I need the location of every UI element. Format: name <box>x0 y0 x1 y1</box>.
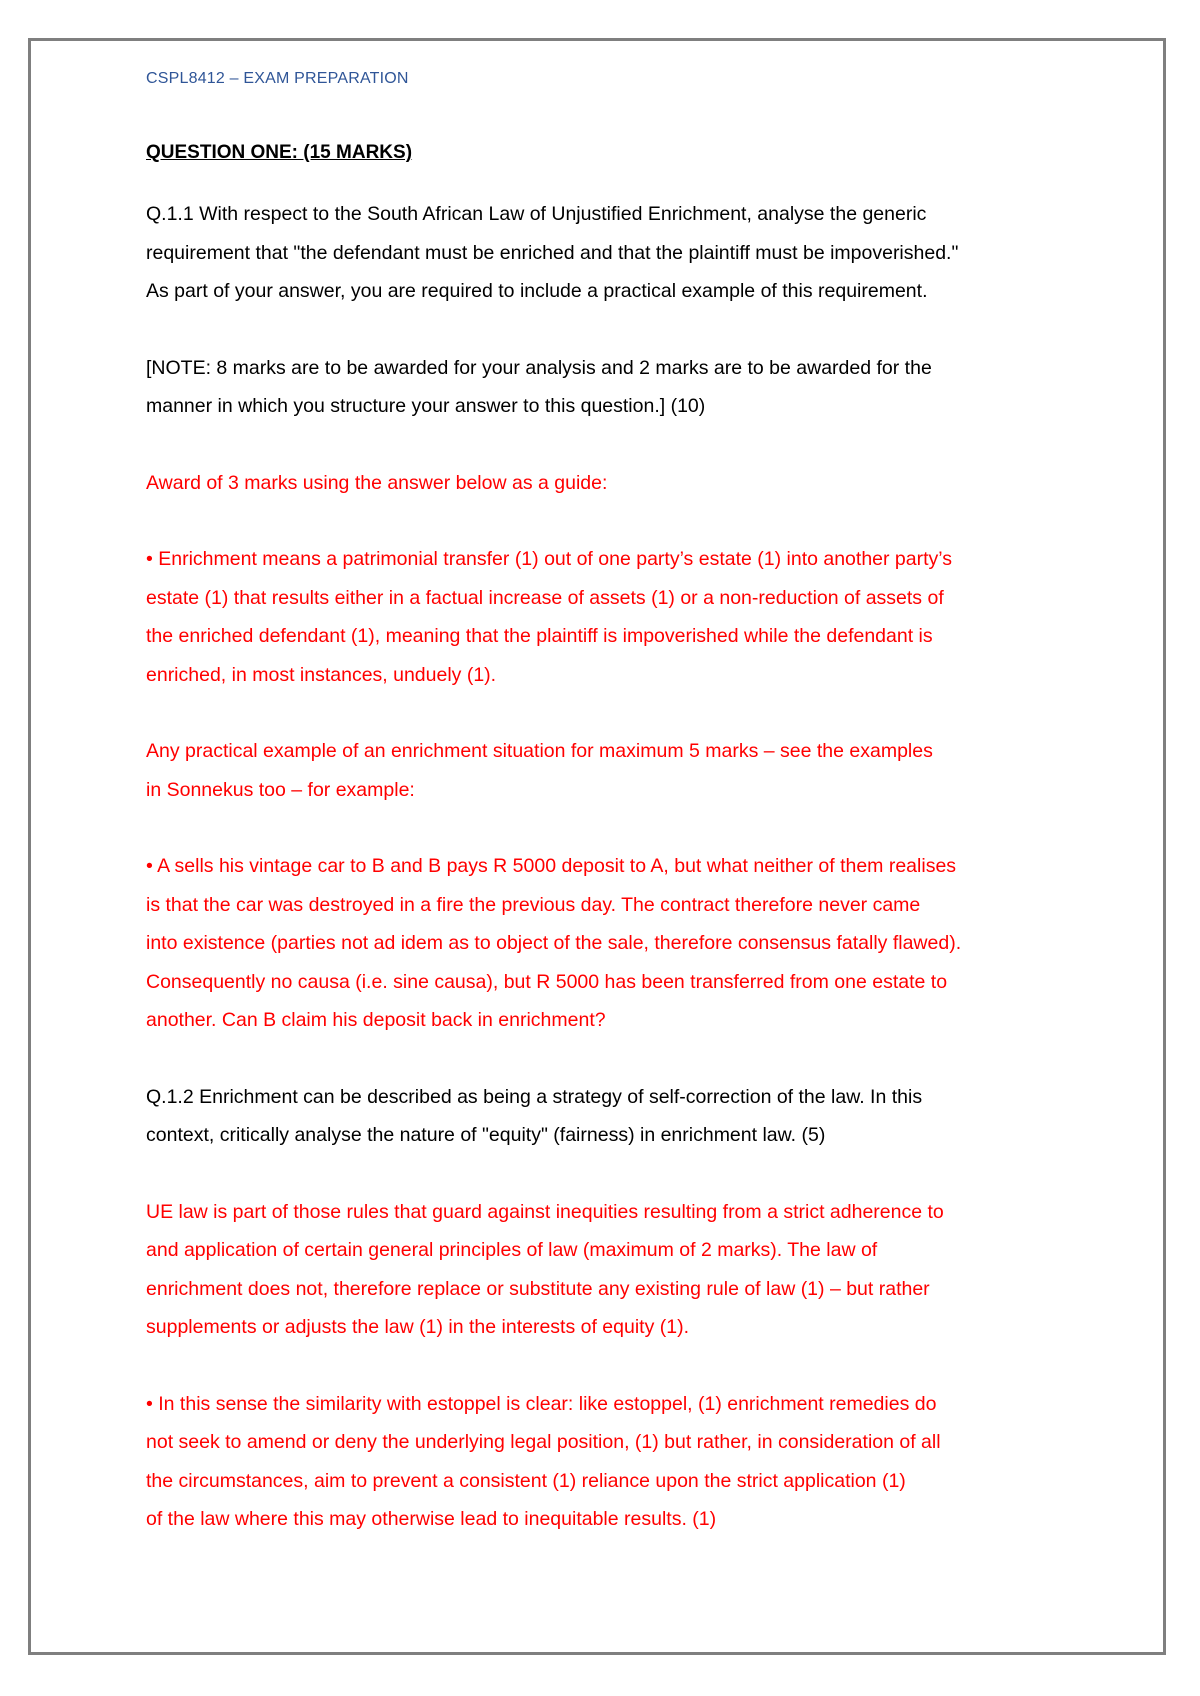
text-line: Consequently no causa (i.e. sine causa), but R 5000 has been transferred from one estate to <box>146 970 948 993</box>
text-line: • Enrichment means a patrimonial transfer (1) out of one party’s estate (1) into another party’s <box>146 548 953 570</box>
text-line: is that the car was destroyed in a fire the previous day. The contract therefore never came <box>146 893 921 916</box>
text-line: context, critically analyse the nature of "equity" (fairness) in enrichment law. (5) <box>146 1124 826 1146</box>
text-line: enriched, in most instances, unduely (1). <box>146 663 497 686</box>
text-line: Any practical example of an enrichment situation for maximum 5 marks – see the examples <box>146 740 933 762</box>
text-line: and application of certain general principles of law (maximum of 2 marks). The law of <box>146 1239 878 1261</box>
text-line: Q.1.1 With respect to the South African Law of Unjustified Enrichment, analyse the generic <box>146 203 927 225</box>
text-line: manner in which you structure your answer to this question.] (10) <box>146 395 706 417</box>
text-line: the circumstances, aim to prevent a consistent (1) reliance upon the strict application (1) <box>146 1469 906 1492</box>
text-line: • A sells his vintage car to B and B pays R 5000 deposit to A, but what neither of them realises <box>146 855 957 877</box>
text-line: estate (1) that results either in a factual increase of assets (1) or a non-reduction of assets of <box>146 586 944 609</box>
question-1-1 <box>146 195 1066 311</box>
document-header: CSPL8412 – EXAM PREPARATION <box>146 70 409 87</box>
ue-law-answer <box>146 1193 1066 1347</box>
text-line: into existence (parties not ad idem as to object of the sale, therefore consensus fatally flawed). <box>146 932 962 954</box>
text-line: not seek to amend or deny the underlying legal position, (1) but rather, in consideration of all <box>146 1431 941 1453</box>
marking-note <box>146 349 1066 426</box>
award-guide <box>146 464 1066 503</box>
text-line: Q.1.2 Enrichment can be described as being a strategy of self-correction of the law. In this <box>146 1085 923 1108</box>
text-line: of the law where this may otherwise lead to inequitable results. (1) <box>146 1508 717 1530</box>
question-heading: QUESTION ONE: (15 MARKS) <box>146 142 413 163</box>
text-line: another. Can B claim his deposit back in enrichment? <box>146 1009 606 1031</box>
document-body <box>146 70 1066 1577</box>
text-line: enrichment does not, therefore replace or substitute any existing rule of law (1) – but rather <box>146 1277 930 1300</box>
text-line: As part of your answer, you are required to include a practical example of this requirement. <box>146 280 928 302</box>
enrichment-definition-bullet <box>146 540 1066 694</box>
text-line: supplements or adjusts the law (1) in the interests of equity (1). <box>146 1316 690 1338</box>
estoppel-bullet <box>146 1385 1066 1539</box>
practical-example-intro <box>146 732 1066 809</box>
text-line: • In this sense the similarity with estoppel is clear: like estoppel, (1) enrichment remedies do <box>146 1392 937 1415</box>
text-line: Award of 3 marks using the answer below as a guide: <box>146 471 608 494</box>
text-line: UE law is part of those rules that guard against inequities resulting from a strict adherence to <box>146 1200 944 1223</box>
text-line: the enriched defendant (1), meaning that the plaintiff is impoverished while the defendant is <box>146 625 933 647</box>
text-line: requirement that "the defendant must be enriched and that the plaintiff must be impoverished." <box>146 241 959 264</box>
question-1-2 <box>146 1078 1066 1155</box>
text-line: in Sonnekus too – for example: <box>146 778 415 801</box>
text-line: [NOTE: 8 marks are to be awarded for your analysis and 2 marks are to be awarded for the <box>146 356 932 379</box>
car-sale-example <box>146 847 1066 1040</box>
